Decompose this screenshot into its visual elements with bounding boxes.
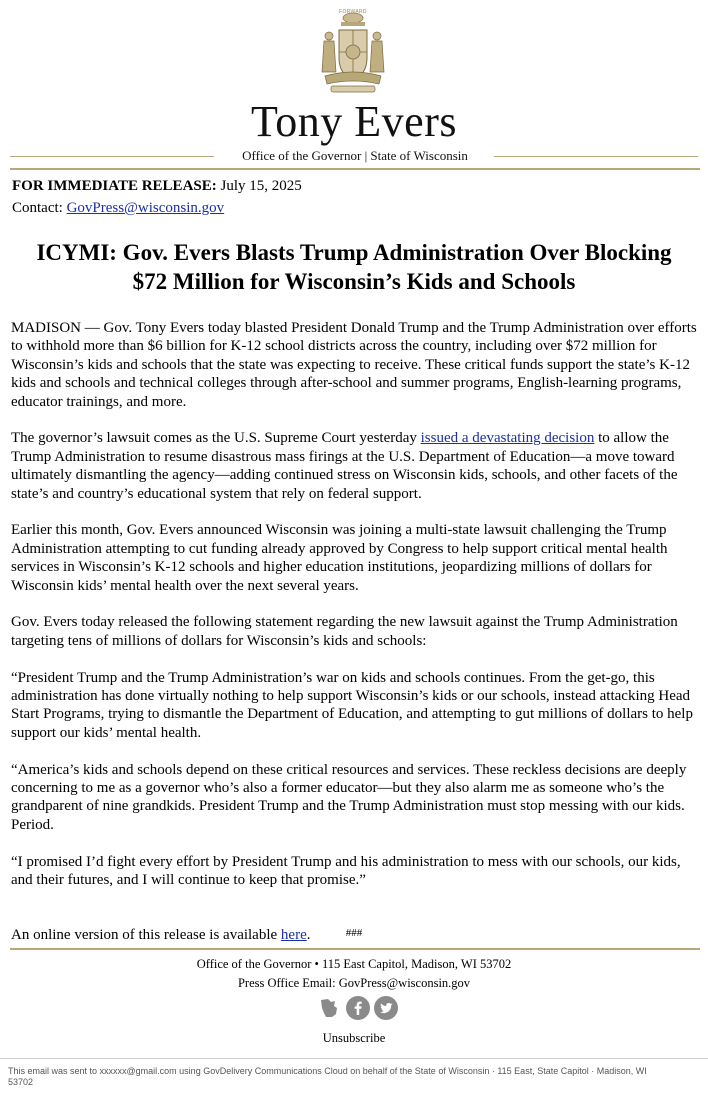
contact-label: Contact:: [12, 200, 63, 216]
release-meta: [12, 175, 302, 219]
delivery-disclaimer: This email was sent to xxxxxx@gmail.com using GovDelivery Communications Cloud on behalf of the State of Wisconsin · 115 East, State Capitol · Madison, WI 53702: [8, 1066, 647, 1087]
paragraph-3: Earlier this month, Gov. Evers announced Wisconsin was joining a multi-state lawsuit challenging the Trump Administration attempting to cut funding already approved by Congress to help support critical mental health services in Wisconsin’s K-12 schools and higher education institutions, jeopardizing millions of dollars for Wisconsin kids’ mental health over the next several years.: [11, 522, 668, 594]
facebook-icon[interactable]: [346, 996, 370, 1020]
release-body: [11, 319, 701, 945]
paragraph-5: “President Trump and the Trump Administration’s war on kids and schools continues. From the get-go, this administration has done virtually nothing to help support Wisconsin’s kids or our schools, instead attacking Head Start Programs, trying to dismantle the Department of Education, and attempting to gut millions of dollars to help support our kids’ mental health.: [11, 669, 693, 741]
online-version-link[interactable]: here: [280, 927, 307, 944]
footer-address: Office of the Governor • 115 East Capitol, Madison, WI 53702: [196, 957, 512, 971]
paragraph-2-start: The governor’s lawsuit comes as the U.S. Supreme Court yesterday: [11, 430, 421, 447]
header-rule: [10, 168, 700, 170]
paragraph-4: Gov. Evers today released the following statement regarding the new lawsuit against the Trump Administration targeting tens of millions of dollars for Wisconsin’s kids and schools:: [11, 614, 678, 649]
headline: [0, 238, 708, 296]
release-date: July 15, 2025: [220, 178, 302, 194]
decision-link[interactable]: issued a devastating decision: [420, 430, 595, 447]
paragraph-2-end: to allow the Trump Administration to resume disastrous mass firings at the U.S. Department of Education—a move toward ultimately dismantling the agency—adding continued stress on Wisconsin kids, schools, and other facets of the state’s and country’s educational system that rely on federal support.: [11, 430, 678, 502]
unsubscribe-link[interactable]: Unsubscribe: [322, 1031, 386, 1045]
paragraph-6: “America’s kids and schools depend on these critical resources and services. These reckless decisions are deeply concerning to me as a governor who’s also a former educator—but they also alarm me as someone who’s the grandparent of nine grandkids. President Trump and the Trump Administration must stop messing with our kids. Period.: [11, 761, 687, 833]
paragraph-2: [11, 429, 701, 503]
governor-name: Tony Evers: [251, 97, 457, 146]
paragraph-8-start: An online version of this release is available: [11, 927, 281, 944]
paragraph-1: MADISON — Gov. Tony Evers today blasted President Donald Trump and the Trump Administration over efforts to withhold more than $6 billion for K-12 school districts across the country, including over $72 million for Wisconsin’s kids and schools that the state was expecting to receive. These critical funds support the state’s K-12 kids and schools and technical colleges through after-school and summer programs, English-learning programs, educator trainings, and more.: [11, 320, 697, 410]
letterhead: [0, 0, 708, 175]
contact-line: [12, 197, 302, 219]
disclaimer-rule: [0, 1058, 708, 1059]
seal-motto: FORWARD: [339, 9, 367, 15]
footer-press-email: Press Office Email: GovPress@wisconsin.gov: [237, 976, 471, 990]
end-marker: ###: [345, 927, 363, 939]
state-seal-icon: [303, 8, 403, 104]
paragraph-7: “I promised I’d fight every effort by President Trump and his administration to mess with our schools, our kids, and their futures, and I will continue to keep that promise.”: [11, 853, 681, 889]
social-links: [318, 996, 398, 1022]
release-line: [12, 175, 302, 197]
twitter-icon[interactable]: [374, 996, 398, 1020]
contact-email-link[interactable]: GovPress@wisconsin.gov: [66, 200, 225, 216]
footer-rule: [10, 948, 700, 950]
release-label: FOR IMMEDIATE RELEASE:: [12, 178, 217, 194]
office-line: Office of the Governor | State of Wisconsin: [242, 148, 468, 163]
paragraph-8-end: .: [306, 927, 311, 944]
divider-left: [10, 156, 214, 157]
headline-line-1: ICYMI: Gov. Evers Blasts Trump Administration Over Blocking: [36, 240, 672, 265]
divider-right: [494, 156, 698, 157]
wisconsin-map-icon[interactable]: [318, 996, 342, 1020]
headline-line-2: $72 Million for Wisconsin’s Kids and Schools: [132, 269, 576, 294]
